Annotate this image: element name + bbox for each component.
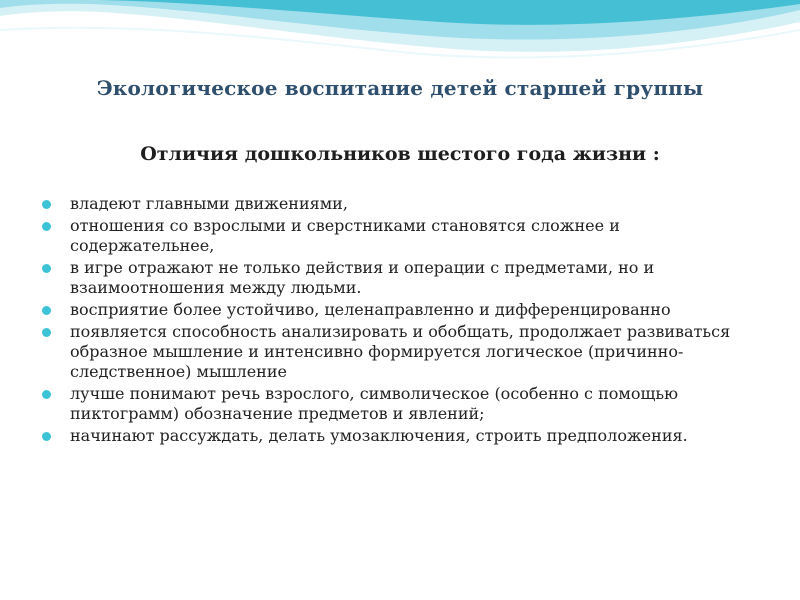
list-item xyxy=(40,300,740,320)
bullet-icon xyxy=(42,264,51,273)
list-item-text: отношения со взрослыми и сверстниками становятся сложнее и содержательнее, xyxy=(70,216,620,255)
header-wave-decoration xyxy=(0,0,800,80)
list-item xyxy=(40,384,740,424)
list-item-text: появляется способность анализировать и обобщать, продолжает развиваться образное мышление и интенсивно формируется логическое (причинно-следственное) мышление xyxy=(70,322,731,381)
bullet-icon xyxy=(42,222,51,231)
list-item-text: начинают рассуждать, делать умозаключения, строить предположения. xyxy=(70,426,688,445)
list-item xyxy=(40,322,740,382)
slide-title: Экологическое воспитание детей старшей группы xyxy=(96,76,704,100)
list-item-text: владеют главными движениями, xyxy=(70,194,348,213)
list-item xyxy=(40,216,740,256)
bullet-icon xyxy=(42,328,51,337)
list-item-text: восприятие более устойчиво, целенаправленно и дифференцированно xyxy=(70,300,671,319)
bullet-icon xyxy=(42,306,51,315)
list-item xyxy=(40,258,740,298)
bullet-list xyxy=(40,194,740,448)
list-item xyxy=(40,426,740,446)
list-item xyxy=(40,194,740,214)
bullet-icon xyxy=(42,200,51,209)
bullet-icon xyxy=(42,432,51,441)
list-item-text: в игре отражают не только действия и операции с предметами, но и взаимоотношения между людьми. xyxy=(70,258,655,297)
bullet-icon xyxy=(42,390,51,399)
slide-subtitle: Отличия дошкольников шестого года жизни : xyxy=(140,143,660,165)
list-item-text: лучше понимают речь взрослого, символическое (особенно с помощью пиктограмм) обозначение предметов и явлений; xyxy=(70,384,678,423)
